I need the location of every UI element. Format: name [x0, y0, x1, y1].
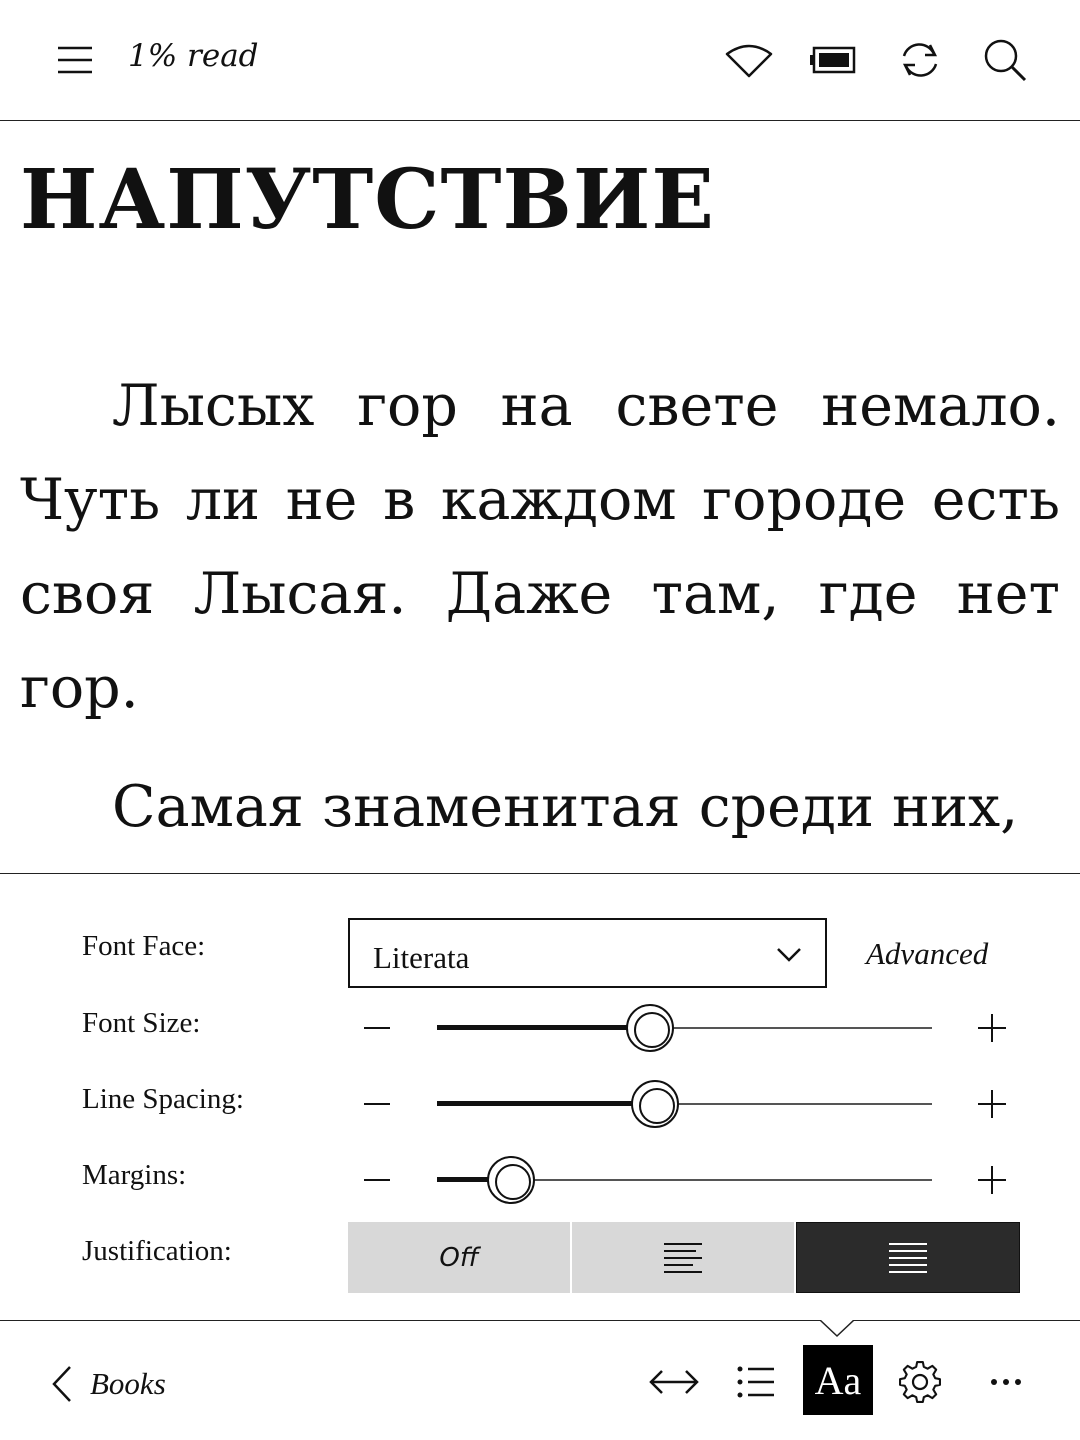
- line-spacing-increase-button[interactable]: [974, 1086, 1010, 1122]
- search-icon[interactable]: [980, 36, 1030, 84]
- chapter-title: НАПУТСТВИЕ: [20, 152, 715, 248]
- font-size-label: Font Size:: [82, 1007, 201, 1039]
- justification-off-button[interactable]: [348, 1222, 572, 1293]
- wifi-icon[interactable]: [724, 36, 774, 84]
- font-face-label: Font Face:: [82, 930, 206, 962]
- font-face-select[interactable]: [348, 918, 827, 988]
- justification-full-button[interactable]: [796, 1222, 1020, 1293]
- font-size-decrease-button[interactable]: [360, 1012, 394, 1044]
- paragraph: Лысых гор на свете немало. Чуть ли не в каждом городе есть своя Лысая. Даже там, где нет гор.: [20, 373, 1060, 721]
- line-spacing-label: Line Spacing:: [82, 1083, 244, 1115]
- back-label: Books: [90, 1366, 166, 1401]
- reading-progress: 1% read: [128, 38, 259, 74]
- margins-slider-handle[interactable]: [487, 1156, 535, 1204]
- back-to-books-button[interactable]: [50, 1362, 166, 1406]
- battery-icon: [808, 36, 858, 84]
- line-spacing-slider-handle[interactable]: [631, 1080, 679, 1128]
- justification-label: Justification:: [82, 1235, 232, 1267]
- reading-area[interactable]: [0, 122, 1080, 872]
- font-size-increase-button[interactable]: [974, 1010, 1010, 1046]
- font-size-fill: [437, 1025, 650, 1030]
- sync-icon[interactable]: [895, 36, 945, 84]
- justification-left-button[interactable]: [572, 1222, 796, 1293]
- justification-toggle-group: [348, 1222, 1020, 1293]
- margins-decrease-button[interactable]: [360, 1164, 394, 1196]
- justify-icon: [888, 1241, 928, 1275]
- font-settings-panel: [0, 873, 1080, 1321]
- advanced-link[interactable]: Advanced: [866, 936, 989, 971]
- chevron-left-icon: [50, 1364, 74, 1404]
- font-settings-tab[interactable]: Aa: [803, 1345, 873, 1415]
- justification-off-label: Off: [439, 1242, 479, 1273]
- margins-increase-button[interactable]: [974, 1162, 1010, 1198]
- line-spacing-row: [0, 1074, 1080, 1134]
- left-align-icon: [663, 1241, 703, 1275]
- panel-pointer: [820, 1320, 854, 1338]
- margins-label: Margins:: [82, 1159, 187, 1191]
- paragraph: Самая знаменитая среди них,: [112, 774, 1019, 840]
- fit-width-icon[interactable]: [648, 1358, 700, 1406]
- margins-row: [0, 1150, 1080, 1210]
- top-bar: [0, 0, 1080, 121]
- gear-icon[interactable]: [894, 1358, 946, 1406]
- line-spacing-fill: [437, 1101, 655, 1106]
- chevron-down-icon: [775, 944, 803, 964]
- font-face-value: Literata: [373, 940, 470, 975]
- table-of-contents-icon[interactable]: [730, 1358, 782, 1406]
- bottom-toolbar: [0, 1322, 1080, 1440]
- font-size-row: [0, 998, 1080, 1058]
- line-spacing-decrease-button[interactable]: [360, 1088, 394, 1120]
- menu-icon[interactable]: [56, 44, 94, 76]
- more-icon[interactable]: [980, 1358, 1032, 1406]
- font-size-slider-handle[interactable]: [626, 1004, 674, 1052]
